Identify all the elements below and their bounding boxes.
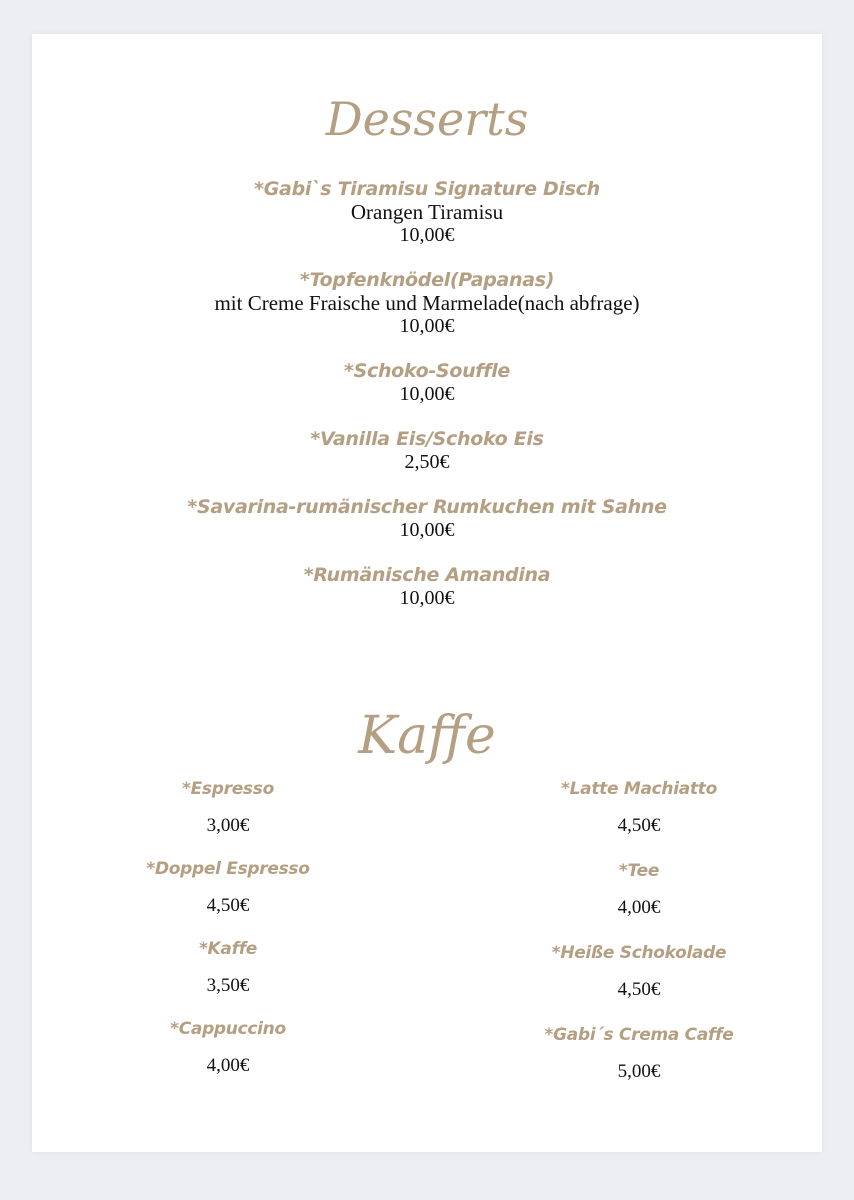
kaffe-price: 3,50€ (206, 975, 250, 996)
kaffe-name: *Cappuccino (170, 1019, 286, 1039)
dessert-name: *Savarina-rumänischer Rumkuchen mit Sahne (187, 496, 667, 518)
dessert-description: mit Creme Fraische und Marmelade(nach abfrage) (214, 291, 640, 315)
desserts-list (32, 178, 822, 632)
kaffe-item (108, 1015, 348, 1095)
dessert-item (32, 269, 822, 338)
dessert-item (32, 428, 822, 474)
dessert-name: *Vanilla Eis/Schoko Eis (310, 428, 544, 450)
kaffe-name: *Heiße Schokolade (551, 943, 727, 963)
kaffe-price: 4,50€ (206, 895, 250, 916)
kaffe-left-column (108, 775, 348, 1095)
kaffe-item (108, 855, 348, 935)
dessert-name: *Schoko-Souffle (343, 360, 511, 382)
kaffe-price: 5,00€ (617, 1061, 661, 1082)
kaffe-name: *Doppel Espresso (146, 859, 310, 879)
kaffe-price: 4,00€ (617, 897, 661, 918)
menu-page (32, 34, 822, 1152)
dessert-name: *Gabi`s Tiramisu Signature Disch (254, 178, 600, 200)
dessert-price: 10,00€ (399, 224, 455, 246)
dessert-price: 10,00€ (399, 315, 455, 337)
kaffe-name: *Espresso (182, 779, 274, 799)
desserts-title: Desserts (325, 92, 529, 146)
kaffe-price: 4,00€ (206, 1055, 250, 1076)
kaffe-item (519, 1021, 759, 1103)
kaffe-item (519, 857, 759, 939)
dessert-price: 10,00€ (399, 383, 455, 405)
dessert-description: Orangen Tiramisu (350, 200, 504, 224)
dessert-price: 10,00€ (399, 587, 455, 609)
kaffe-item (108, 935, 348, 1015)
dessert-item (32, 360, 822, 406)
dessert-name: *Rumänische Amandina (303, 564, 551, 586)
kaffe-title: Kaffe (358, 706, 496, 766)
kaffe-name: *Tee (618, 861, 660, 881)
dessert-item (32, 178, 822, 247)
kaffe-right-column (519, 775, 759, 1103)
kaffe-item (519, 939, 759, 1021)
dessert-item (32, 564, 822, 610)
kaffe-price: 4,50€ (617, 979, 661, 1000)
kaffe-price: 4,50€ (617, 815, 661, 836)
dessert-price: 10,00€ (399, 519, 455, 541)
kaffe-name: *Latte Machiatto (561, 779, 717, 799)
kaffe-item (519, 775, 759, 857)
dessert-item (32, 496, 822, 542)
kaffe-name: *Gabi´s Crema Caffe (544, 1025, 734, 1045)
kaffe-name: *Kaffe (198, 939, 258, 959)
dessert-name: *Topfenknödel(Papanas) (299, 269, 555, 291)
kaffe-item (108, 775, 348, 855)
kaffe-price: 3,00€ (206, 815, 250, 836)
dessert-price: 2,50€ (404, 451, 450, 473)
